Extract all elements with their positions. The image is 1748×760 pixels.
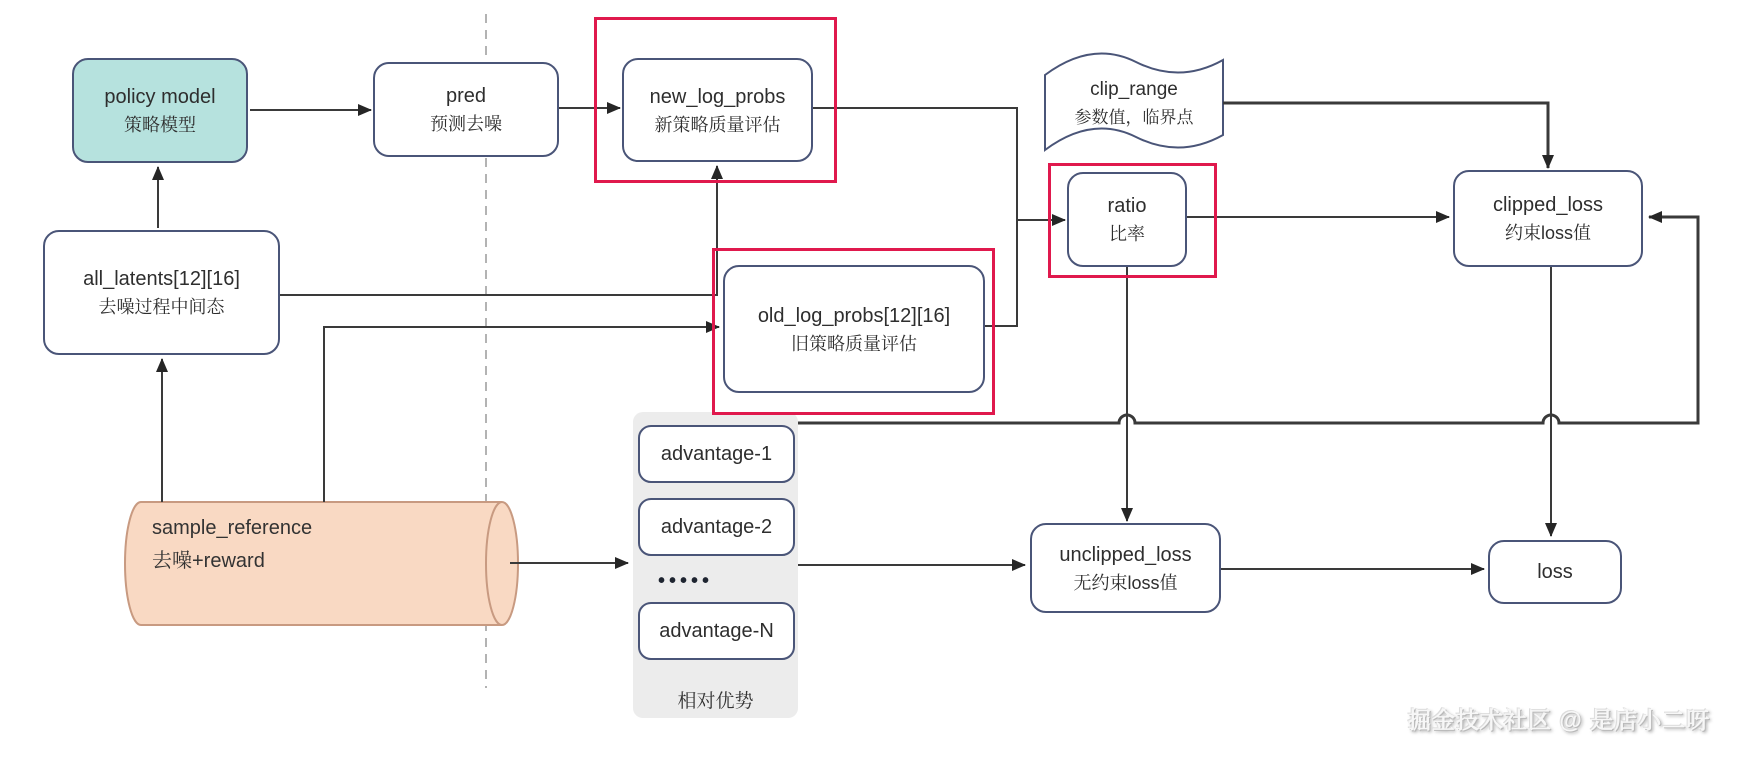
- advantage-panel-label: 相对优势: [677, 691, 754, 712]
- loss-node[interactable]: [1488, 540, 1622, 604]
- all-latents-subtitle: 去噪过程中间态: [98, 297, 225, 317]
- new-log-probs-node[interactable]: [622, 58, 813, 162]
- advantage-1-label: advantage-1: [660, 442, 773, 465]
- unclipped-loss-title: unclipped_loss: [1059, 543, 1192, 566]
- clip-range-subtitle: 参数值，临界点: [1074, 107, 1194, 127]
- new-log-probs-subtitle: 新策略质量评估: [654, 114, 781, 135]
- old-log-probs-subtitle: 旧策略质量评估: [791, 333, 917, 354]
- advantage-n-label: advantage-N: [659, 619, 774, 642]
- ratio-subtitle: 比率: [1109, 224, 1145, 244]
- all-latents-title: all_latents[12][16]: [83, 268, 240, 290]
- old-log-probs-node[interactable]: [723, 265, 985, 393]
- clipped-loss-title: clipped_loss: [1492, 194, 1604, 216]
- pred-node[interactable]: [373, 62, 559, 157]
- advantage-ellipsis: •••••: [658, 570, 714, 592]
- advantage-1-box[interactable]: [638, 425, 795, 483]
- clip-range-label: [1045, 76, 1223, 130]
- policy-model-title: policy model: [104, 86, 216, 108]
- unclipped-loss-node[interactable]: [1030, 523, 1221, 613]
- new-log-probs-title: new_log_probs: [649, 85, 786, 108]
- ratio-title: ratio: [1107, 195, 1147, 217]
- sample-reference-title: sample_reference: [152, 517, 313, 539]
- sample-reference-subtitle: 去噪+reward: [152, 550, 265, 572]
- advantage-2-box[interactable]: [638, 498, 795, 556]
- pred-title: pred: [445, 85, 487, 107]
- all-latents-node[interactable]: [43, 230, 280, 355]
- advantage-n-box[interactable]: [638, 602, 795, 660]
- clipped-loss-subtitle: 约束loss值: [1504, 223, 1591, 243]
- watermark: 掘金技术社区 @ 是店小二呀: [1408, 707, 1711, 733]
- policy-model-subtitle: 策略模型: [124, 115, 196, 135]
- clipped-loss-node[interactable]: [1453, 170, 1643, 267]
- advantage-2-label: advantage-2: [660, 515, 773, 538]
- old-log-probs-title: old_log_probs[12][16]: [757, 304, 951, 327]
- unclipped-loss-subtitle: 无约束loss值: [1073, 572, 1178, 593]
- ratio-node[interactable]: [1067, 172, 1187, 267]
- clip-range-title: clip_range: [1090, 79, 1178, 100]
- connector-clip-range-to-clipped-loss: [1223, 103, 1548, 168]
- pred-subtitle: 预测去噪: [430, 114, 502, 134]
- loss-title: loss: [1537, 561, 1573, 583]
- policy-model-node[interactable]: [72, 58, 248, 163]
- sample-reference-label: [152, 512, 312, 578]
- connector-all-latents-to-new-log-probs: [280, 166, 717, 295]
